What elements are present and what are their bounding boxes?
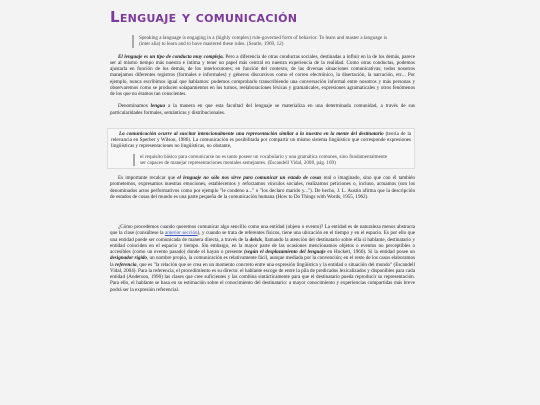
term-desplazamiento: (según el desplazamiento del lenguaje	[243, 249, 326, 256]
spacer	[110, 200, 415, 218]
paragraph-2-text-a: Denominamos	[118, 103, 151, 110]
page-title: Lenguaje y comunicación	[110, 8, 298, 26]
paragraph-4-text-b: real o imaginado, sino que con él también prometemos, expresamos nuestras emociones, establecemos y reforzamos vínculos sociales, realizamos peticiones o, incluso, actuamos (son los denominados actos performativos como por ejemplo "le condeno a..." o "los declaro marido y..."). De hecho, J. L. Austin afirma que la descripción de estados de cosas del mundo es una parte pequeña de la comunicación humana (How to Do Things with Words, 1955, 1962).	[110, 175, 415, 200]
term-deixis: deixis	[249, 236, 262, 243]
term-lengua: lengua	[150, 103, 166, 110]
previous-section-link[interactable]: anterior sección	[165, 230, 198, 237]
paragraph-1-lead: El lenguaje es un tipo de conducta muy compleja.	[118, 53, 224, 60]
paragraph-3-lead: La comunicación ocurre al suscitar intencionalmente una representación similar a la nuestra en la mente del destinatario	[119, 130, 384, 137]
blockquote-escandell: el requisito básico para comunicarse no es tanto poseer un vocabulario y una gramática comunes, sino fundamentalmente ser capaces de manejar representaciones mentales semejantes. (Escandell Vidal, 2008, pág. 169)	[133, 154, 390, 167]
paragraph-4	[110, 175, 415, 200]
paragraph-1-text: Pero a diferencia de otras conductas sociales, destinadas a influir en la de los demás, parece ser al mismo tiempo más nuestra e íntima y tener un papel más central en nuestra experiencia de la realidad. Como otras conductas, podemos ajustarla en función de los demás, de los interlocutores; en función del contexto, de las diversas situaciones comunicativas; todos nosotros manejamos diferentes registros (formales e informales) y géneros discursivos como el correo electrónico, la disertación, la narración, etc... Por ejemplo, nunca escribimos igual que hablamos: podemos comprobarlo transcribiendo una conversación informal entre nosotros y más personas y observaremos como se producen solapamientos en los turnos, reelaboraciones léxicas y gramaticales, expresiones agramaticales y otros fenómenos de los que no éramos tan conscientes.	[110, 53, 416, 98]
paragraph-5-text-c: , llamando la atención del destinatario sobre ella si hablante, destinatario y entidad coinciden en el espacio y tiempo. Sin embargo, en la mayor parte de las ocasiones mencionamos objetos o eventos no perceptibles o accesibles (como un evento pasado) donde el hayan o presente	[110, 236, 415, 256]
paragraph-2-text-b: a la manera en que esta facultad del lenguaje se materializa en una determinada comunidad, a través de sus particularidades formales, semánticas y distribucionales.	[110, 103, 416, 116]
paragraph-5-text-f: , que es "la relación que se crea en un momento concreto entre una expresión lingüística y la entidad o situación del mundo" (Escandell Vidal, 2004). Para la referencia, el procedimiento es su directo: el hablante escoge de entre la pila de predicados lexicalizados y disponibles para cada entidad (Anderson, 1990) las clases que cree suficientes y las combina sintácticamente para que el destinatario pueda reproducir su representación. Para ello, el hablante se basa en su estimación sobre el conocimiento del destinatario: a mayor conocimiento y experiencias compartidas más breve podrá ser la expresión referencial.	[110, 261, 416, 293]
highlight-box	[107, 128, 415, 169]
spacer	[110, 116, 415, 128]
term-referencia: referencia	[115, 261, 137, 268]
paragraph-3	[111, 131, 411, 150]
paragraph-4-term: el lenguaje no sólo nos sirve para comunicar un estado de cosas	[177, 175, 322, 182]
paragraph-3-text: (teoría de la relevancia en Sperber y Wilson, 1986). La comunicación es posibilitada por compartir un mismo sistema lingüístico que corresponde expresiones lingüísticas y representaciones no lingüísticas, no obstante,	[111, 130, 411, 150]
paragraph-5-text-b: ), y cuando se trata de referentes físicos, tiene una ubicación en el tiempo y en el espacio. Es por ello que una entidad puede ser comunicada de manera directa, a través de la	[110, 230, 416, 243]
article	[110, 8, 415, 293]
paragraph-5-text-e: , un nombre propio, la comunicación es relativamente fácil, aunque mediada por la convención; en el resto de los casos elaboramos la	[110, 255, 415, 268]
blockquote-searle: Speaking a language is engaging in a (highly complex) rule-governed form of behavior. To learn and master a language is (inter alia) to learn and to have mastered these rules. (Searle, 1969, 12)	[132, 35, 389, 48]
paragraph-1	[110, 54, 415, 98]
term-designador: designador rígido	[110, 255, 147, 262]
paragraph-5	[110, 224, 415, 293]
paragraph-5-text-d: en Hockett, 1960). Si la entidad posee un	[325, 249, 415, 256]
paragraph-2	[110, 103, 415, 116]
paragraph-4-text-a: Es importante recalcar que	[118, 175, 178, 182]
paragraph-5-text-a: ¿Cómo procedemos cuando queremos comunicar algo sencillo como una entidad (objeto o evento)? La entidad es de naturaleza menos abstracta que la clase (consúltese la	[110, 224, 415, 237]
